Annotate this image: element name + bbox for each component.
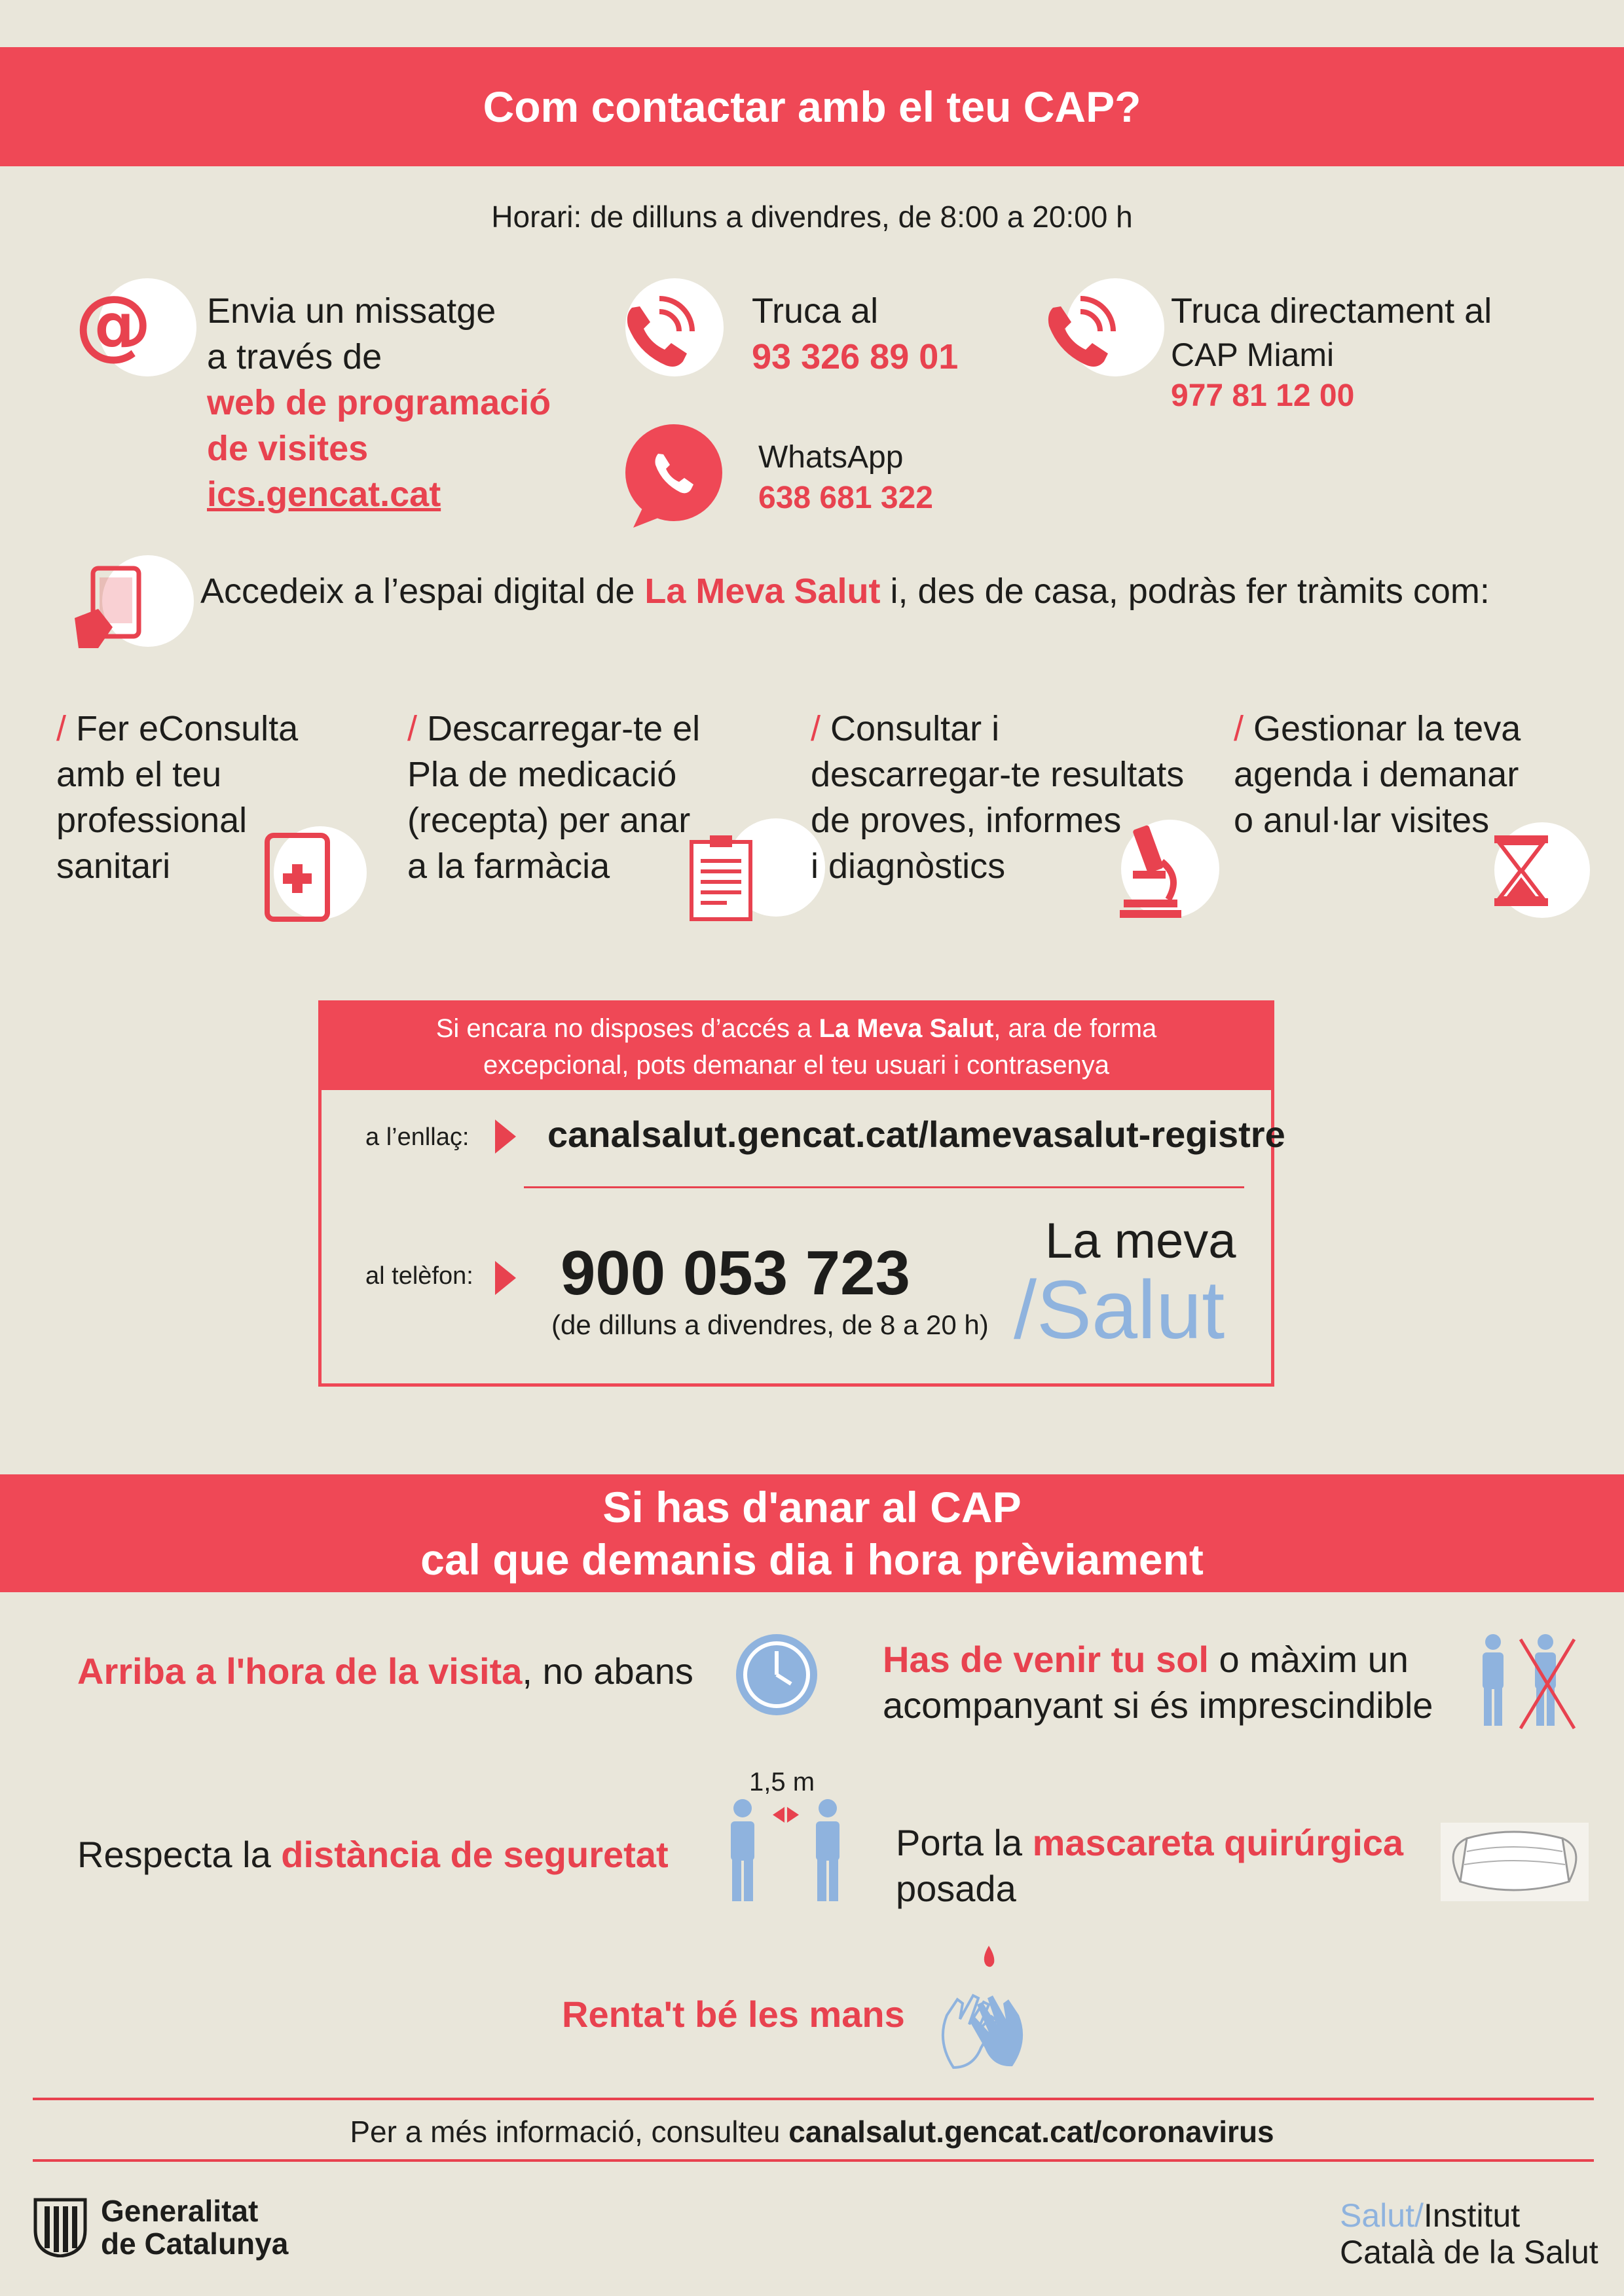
- rule-distance-pre: Respecta la: [77, 1834, 282, 1875]
- feature-econsulta: / Fer eConsulta amb el teu professional sanitari: [56, 706, 298, 889]
- tablet-cross-icon: [263, 833, 331, 922]
- feature-line: professional: [56, 801, 248, 840]
- register-header-line2: excepcional, pots demanar el teu usuari i contrasenya: [483, 1051, 1110, 1080]
- rule-alone-line2: acompanyant si és imprescindible: [883, 1685, 1433, 1726]
- rule-arrive-bold: Arriba a l'hora de la visita: [77, 1650, 523, 1692]
- call-block: [752, 288, 958, 380]
- feature-line: (recepta) per anar: [407, 801, 691, 840]
- visit-banner: [0, 1474, 1624, 1592]
- hands-icon: [934, 1943, 1032, 2074]
- people-icon: [1469, 1633, 1578, 1731]
- arrow-icon: [492, 1258, 519, 1298]
- arrow-icon: [492, 1117, 519, 1156]
- feature-line: a la farmàcia: [407, 847, 610, 886]
- rule-hands: Renta't bé les mans: [562, 1994, 905, 2035]
- distance-measure: 1,5 m: [749, 1768, 815, 1796]
- message-block: [207, 288, 551, 517]
- ics-institut: Institut: [1423, 2197, 1521, 2234]
- feature-line: Pla de medicació: [407, 755, 677, 794]
- digital-brand: La Meva Salut: [644, 572, 881, 611]
- whatsapp-phone[interactable]: 638 681 322: [758, 481, 933, 515]
- feature-line: Consultar i: [830, 709, 1000, 748]
- feature-line: i diagnòstics: [811, 847, 1006, 886]
- register-header: [322, 1004, 1271, 1090]
- rule-distance: [77, 1833, 669, 1876]
- message-link1[interactable]: web de programació: [207, 383, 551, 422]
- rule-mask-bold: mascareta quirúrgica: [1032, 1822, 1404, 1863]
- generalitat-logo-icon: [33, 2197, 88, 2257]
- direct-label: Truca directament al: [1171, 291, 1492, 331]
- clipboard-icon: [688, 833, 754, 922]
- phone-icon: [619, 288, 704, 373]
- whatsapp-block: [758, 437, 933, 519]
- register-phone[interactable]: 900 053 723: [561, 1238, 910, 1308]
- feature-results: / Consultar i descarregar-te resultats de proves, informes i diagnòstics: [811, 706, 1184, 889]
- rule-alone-rest: o màxim un: [1208, 1639, 1409, 1680]
- rule-mask: [896, 1820, 1403, 1912]
- footer-info: [0, 2112, 1624, 2151]
- whatsapp-icon: [625, 424, 724, 532]
- whatsapp-label: WhatsApp: [758, 440, 904, 475]
- hourglass-icon: [1485, 831, 1557, 910]
- ics-logo: [1340, 2197, 1598, 2270]
- register-header-brand: La Meva Salut: [819, 1014, 994, 1043]
- feature-prescription: / Descarregar-te el Pla de medicació (recepta) per anar a la farmàcia: [407, 706, 700, 889]
- direct-block: [1171, 288, 1492, 416]
- rule-arrive-rest: , no abans: [522, 1650, 693, 1692]
- call-label: Truca al: [752, 291, 879, 331]
- digital-access-text: [200, 568, 1490, 614]
- digital-post: i, des de casa, podràs fer tràmits com:: [880, 572, 1490, 611]
- feature-line: sanitari: [56, 847, 171, 886]
- rule-mask-pre: Porta la: [896, 1822, 1033, 1863]
- feature-line: descarregar-te resultats: [811, 755, 1185, 794]
- mobile-icon: [72, 563, 157, 655]
- coronavirus-link[interactable]: canalsalut.gencat.cat/coronavirus: [788, 2115, 1274, 2149]
- register-link[interactable]: canalsalut.gencat.cat/lamevasalut-registre: [547, 1114, 1285, 1155]
- rule-distance-bold: distància de seguretat: [281, 1834, 669, 1875]
- header-banner: [0, 47, 1624, 166]
- svg-text:@: @: [75, 282, 152, 367]
- clock-icon: [732, 1630, 821, 1719]
- feature-line: amb el teu: [56, 755, 222, 794]
- rule-arrive: [77, 1650, 693, 1692]
- generalitat-logo-text: [101, 2195, 288, 2260]
- footer-info-pre: Per a més informació, consulteu: [350, 2115, 789, 2149]
- register-header-post: , ara de forma: [993, 1014, 1157, 1043]
- feature-line: o anul·lar visites: [1234, 801, 1490, 840]
- visit-banner-line2: cal que demanis dia i hora prèviament: [420, 1535, 1204, 1584]
- feature-line: de proves, informes: [811, 801, 1122, 840]
- link-label: a l’enllaç:: [365, 1123, 470, 1151]
- la-meva-salut-logo-top: La meva: [1045, 1213, 1236, 1269]
- message-line1: Envia un missatge: [207, 291, 496, 331]
- microscope-icon: [1113, 822, 1185, 922]
- phone-label: al telèfon:: [365, 1262, 473, 1290]
- rule-alone: [883, 1637, 1433, 1728]
- feature-agenda: / Gestionar la teva agenda i demanar o anul·lar visites: [1234, 706, 1521, 843]
- distance-icon: [720, 1796, 851, 1904]
- rule-alone-bold: Has de venir tu sol: [883, 1639, 1209, 1680]
- feature-line: Gestionar la teva: [1253, 709, 1521, 748]
- digital-pre: Accedeix a l’espai digital de: [200, 572, 645, 611]
- call-phone[interactable]: 93 326 89 01: [752, 337, 959, 376]
- ics-link[interactable]: ics.gencat.cat: [207, 475, 441, 514]
- message-line2: a través de: [207, 337, 382, 376]
- mask-icon: [1441, 1823, 1589, 1901]
- ics-line2: Català de la Salut: [1340, 2234, 1598, 2270]
- register-header-pre: Si encara no disposes d’accés a: [435, 1014, 819, 1043]
- generalitat-line2: de Catalunya: [101, 2227, 289, 2261]
- message-link2[interactable]: de visites: [207, 429, 369, 468]
- footer-divider-bottom: [33, 2159, 1594, 2162]
- register-divider: [524, 1186, 1244, 1188]
- page-title: Com contactar amb el teu CAP?: [483, 82, 1141, 131]
- ics-salut: Salut/: [1340, 2197, 1424, 2234]
- feature-line: agenda i demanar: [1234, 755, 1519, 794]
- direct-phone[interactable]: 977 81 12 00: [1171, 378, 1355, 413]
- register-phone-hours: (de dilluns a divendres, de 8 a 20 h): [551, 1309, 989, 1340]
- schedule: Horari: de dilluns a divendres, de 8:00 a 20:00 h: [491, 200, 1133, 234]
- feature-line: Fer eConsulta: [76, 709, 299, 748]
- at-icon: [71, 282, 156, 367]
- rule-mask-line2: posada: [896, 1868, 1016, 1909]
- generalitat-line1: Generalitat: [101, 2194, 259, 2228]
- la-meva-salut-logo-bottom: /Salut: [1014, 1264, 1225, 1356]
- direct-center: CAP Miami: [1171, 337, 1335, 373]
- visit-banner-line1: Si has d'anar al CAP: [602, 1483, 1022, 1531]
- phone-icon: [1040, 288, 1125, 373]
- feature-line: Descarregar-te el: [427, 709, 701, 748]
- footer-divider-top: [33, 2098, 1594, 2100]
